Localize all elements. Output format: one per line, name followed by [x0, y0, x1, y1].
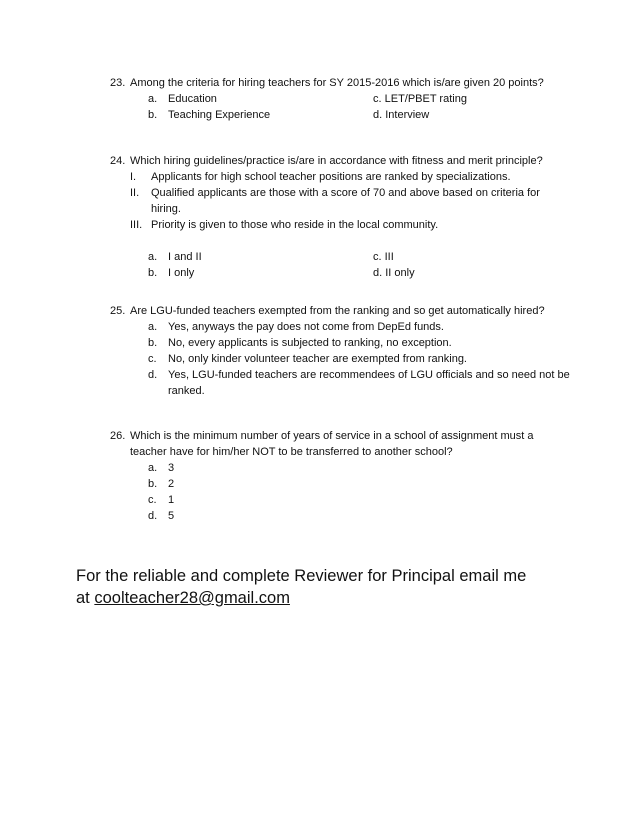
option-letter: a.	[148, 251, 158, 263]
option-text: Yes, anyways the pay does not come from DepEd funds.	[168, 321, 444, 333]
question-24	[110, 153, 570, 281]
question-number: 24.	[110, 155, 126, 167]
footer-prefix: at	[76, 589, 95, 607]
option-text: I and II	[168, 251, 202, 263]
option-letter: b.	[148, 478, 158, 490]
statement-numeral: II.	[130, 187, 140, 199]
option-text: No, only kinder volunteer teacher are exempted from ranking.	[168, 353, 467, 365]
footer-email-line	[76, 587, 576, 609]
option-text: 3	[168, 462, 175, 474]
option-letter: d.	[148, 510, 158, 522]
footer-promo	[76, 565, 576, 609]
option-letter: c.	[148, 353, 157, 365]
spacer	[110, 233, 570, 249]
option-letter: a.	[148, 93, 158, 105]
email-link[interactable]: coolteacher28@gmail.com	[94, 589, 290, 607]
question-number: 23.	[110, 77, 126, 89]
question-26	[110, 428, 570, 524]
question-number: 25.	[110, 305, 126, 317]
question-23	[110, 75, 570, 123]
option-letter: b.	[148, 267, 158, 279]
option-row	[110, 492, 570, 508]
option-row	[110, 508, 570, 524]
option-right: d. Interview	[373, 109, 430, 121]
question-number: 26.	[110, 430, 126, 442]
statement-item	[110, 217, 570, 233]
option-row	[110, 91, 570, 107]
statement-text: Qualified applicants are those with a score of 70 and above based on criteria for hiring.	[151, 187, 540, 215]
statement-text: Priority is given to those who reside in the local community.	[151, 219, 439, 231]
statement-item	[110, 169, 570, 185]
statement-item	[110, 185, 570, 217]
option-row	[110, 107, 570, 123]
option-letter: b.	[148, 337, 158, 349]
statement-text: Applicants for high school teacher positions are ranked by specializations.	[151, 171, 511, 183]
option-letter: d.	[148, 369, 158, 381]
option-text: I only	[168, 267, 195, 279]
option-letter: a.	[148, 462, 158, 474]
option-row	[110, 476, 570, 492]
question-stem: Are LGU-funded teachers exempted from the ranking and so get automatically hired?	[130, 305, 545, 317]
option-letter: a.	[148, 321, 158, 333]
option-text: 1	[168, 494, 175, 506]
option-item	[110, 367, 570, 399]
question-25	[110, 303, 570, 399]
statement-numeral: III.	[130, 219, 143, 231]
option-right: c. III	[373, 251, 394, 263]
option-item	[110, 351, 570, 367]
statement-numeral: I.	[130, 171, 137, 183]
question-stem: Among the criteria for hiring teachers for SY 2015-2016 which is/are given 20 points?	[130, 77, 544, 89]
option-text: No, every applicants is subjected to ranking, no exception.	[168, 337, 452, 349]
option-text: 5	[168, 510, 175, 522]
question-stem: Which is the minimum number of years of service in a school of assignment must a teacher have for him/her NOT to be transferred to another school?	[130, 430, 534, 458]
option-row	[110, 265, 570, 281]
option-text: Education	[168, 93, 217, 105]
option-text: Teaching Experience	[168, 109, 271, 121]
option-right: c. LET/PBET rating	[373, 93, 467, 105]
option-item	[110, 319, 570, 335]
option-row	[110, 460, 570, 476]
option-right: d. II only	[373, 267, 415, 279]
footer-line: For the reliable and complete Reviewer for Principal email me	[76, 567, 527, 585]
option-letter: c.	[148, 494, 157, 506]
option-row	[110, 249, 570, 265]
option-letter: b.	[148, 109, 158, 121]
option-text: 2	[168, 478, 175, 490]
question-stem: Which hiring guidelines/practice is/are in accordance with fitness and merit principle?	[130, 155, 543, 167]
option-item	[110, 335, 570, 351]
option-text: Yes, LGU-funded teachers are recommendees of LGU officials and so need not be ranked.	[168, 369, 570, 397]
